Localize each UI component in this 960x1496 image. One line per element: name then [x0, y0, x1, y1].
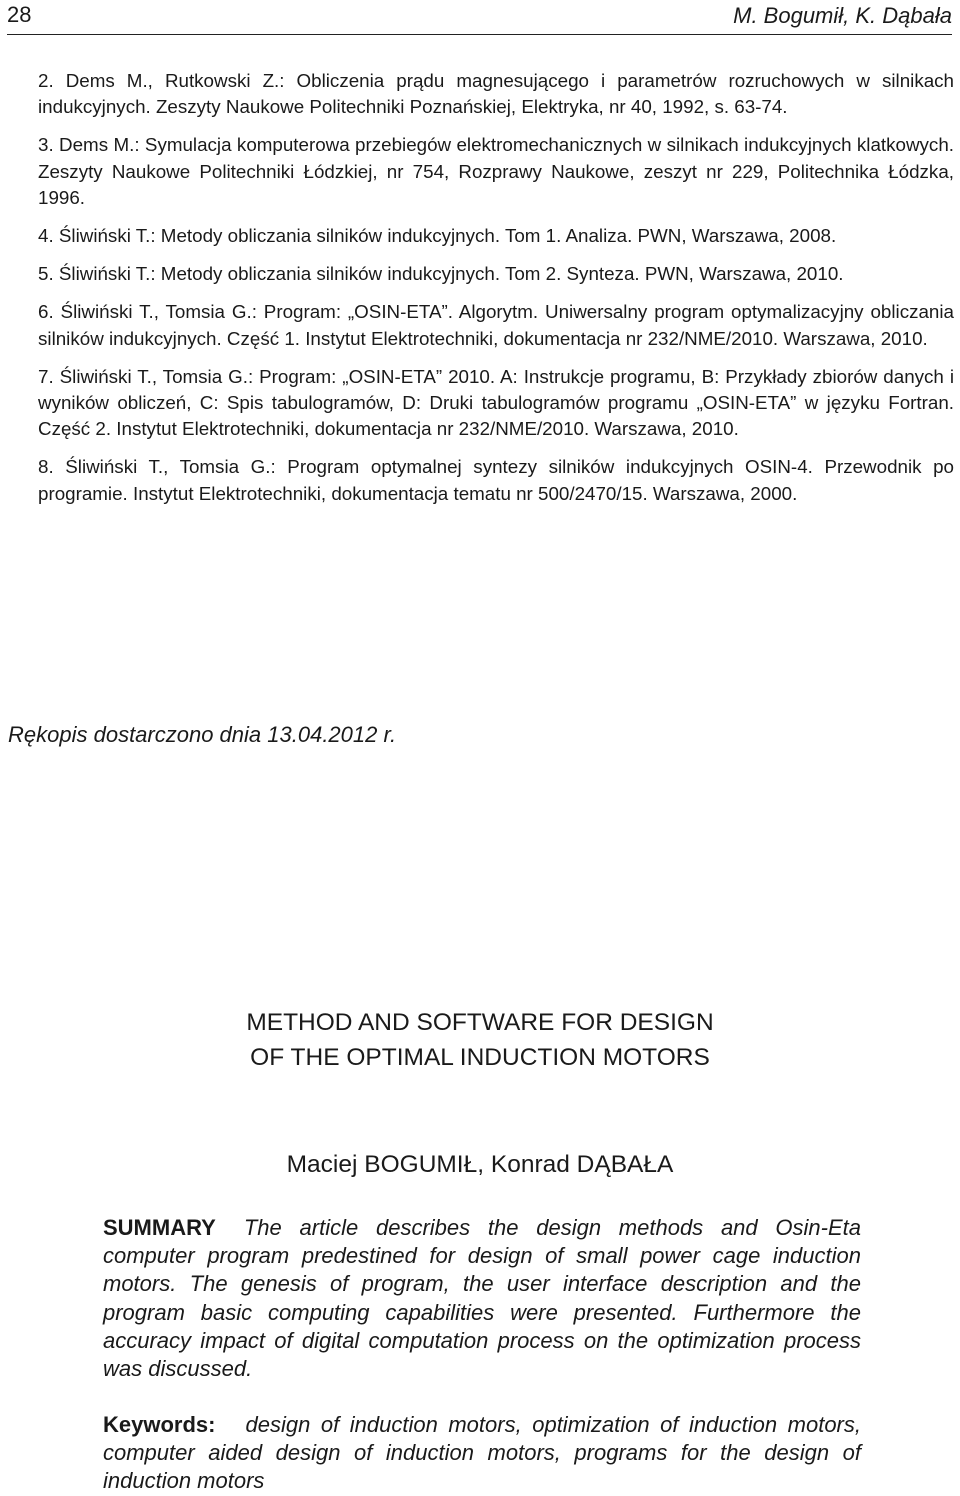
summary-label: SUMMARY — [103, 1215, 216, 1240]
keywords-text: design of induction motors, optimization of induction motors, computer aided design of induction motors, programs for the design of induction motors — [103, 1412, 861, 1494]
keywords-block — [103, 1411, 861, 1496]
manuscript-received-note: Rękopis dostarczono dnia 13.04.2012 r. — [8, 722, 397, 747]
reference-item: 8. Śliwiński T., Tomsia G.: Program optymalnej syntezy silników indukcyjnych OSIN-4. Przewodnik po programie. Instytut Elektrotechniki, dokumentacja tematu nr 500/2470/15. Warszawa, 2000. — [38, 456, 954, 504]
keywords-label: Keywords: — [103, 1412, 216, 1437]
reference-item: 6. Śliwiński T., Tomsia G.: Program: „OSIN-ETA”. Algorytm. Uniwersalny program optymalizacyjny obliczania silników indukcyjnych. Część 1. Instytut Elektrotechniki, dokumentacja nr 232/NME/2010. Warszawa, 2010. — [38, 301, 954, 349]
summary-block — [103, 1214, 861, 1383]
english-title-line: METHOD AND SOFTWARE FOR DESIGN — [246, 1009, 714, 1036]
reference-item: 7. Śliwiński T., Tomsia G.: Program: „OSIN-ETA” 2010. A: Instrukcje programu, B: Przykłady zbiorów danych i wyników obliczeń, C: Spis tabulogramów, D: Druki tabulogramów programu „OSIN-ETA” w języku Fortran. Część 2. Instytut Elektrotechniki, dokumentacja nr 232/NME/2010. Warszawa, 2010. — [38, 365, 954, 440]
reference-item: 4. Śliwiński T.: Metody obliczania silników indukcyjnych. Tom 1. Analiza. PWN, Warszawa, 2008. — [38, 225, 837, 247]
page-header — [7, 0, 952, 34]
reference-item: 3. Dems M.: Symulacja komputerowa przebiegów elektromechanicznych w silnikach indukcyjnych klatkowych. Zeszyty Naukowe Politechniki Łódzkiej, nr 754, Rozprawy Naukowe, zeszyt nr 229, Politechnika Łódzka, 1996. — [38, 134, 954, 208]
english-authors: Maciej BOGUMIŁ, Konrad DĄBAŁA — [286, 1151, 674, 1178]
reference-list — [38, 68, 954, 507]
header-divider — [7, 34, 952, 35]
page-number: 28 — [7, 2, 32, 27]
english-title-line: OF THE OPTIMAL INDUCTION MOTORS — [250, 1044, 710, 1071]
summary-text: The article describes the design methods and Osin-Eta computer program predestined for design of small power cage induction motors. The genesis of program, the user interface description and the program basic computing capabilities were presented. Furthermore the accuracy impact of digital computation process on the optimization process was discussed. — [103, 1215, 861, 1382]
reference-item: 5. Śliwiński T.: Metody obliczania silników indukcyjnych. Tom 2. Synteza. PWN, Warszawa, 2010. — [38, 263, 844, 285]
english-title — [0, 1005, 960, 1075]
reference-item: 2. Dems M., Rutkowski Z.: Obliczenia prądu magnesującego i parametrów rozruchowych w silnikach indukcyjnych. Zeszyty Naukowe Politechniki Poznańskiej, Elektryka, nr 40, 1992, s. 63-74. — [38, 70, 954, 118]
running-head-authors: M. Bogumił, K. Dąbała — [733, 3, 952, 28]
